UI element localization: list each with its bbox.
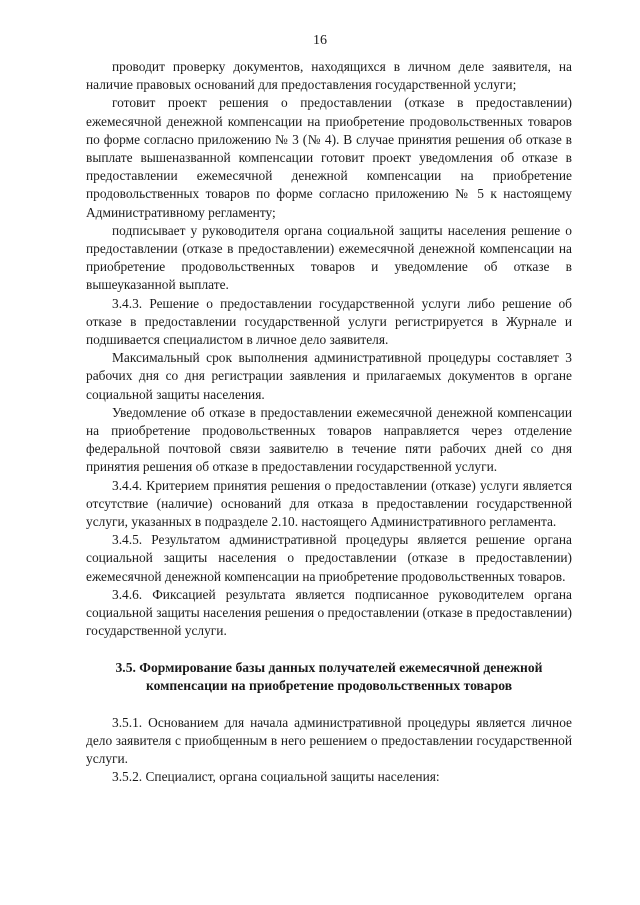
document-body [86,58,572,786]
paragraph-3-4-5: 3.4.5. Результатом административной процедуры является решение органа социальной защиты населения о предоставлении (отказе в предоставлении) ежемесячной денежной компенсации на приобретение продовольственных товаров. [86,532,572,584]
paragraph-max-term: Максимальный срок выполнения административной процедуры составляет 3 рабочих дня со дня регистрации заявления и прилагаемых документов в органе социальной защиты населения. [86,350,572,402]
paragraph-check-documents: проводит проверку документов, находящихся в личном деле заявителя, на наличие правовых оснований для предоставления государственной услуги; [86,59,572,93]
paragraph-3-4-6: 3.4.6. Фиксацией результата является подписанное руководителем органа социальной защиты населения решения о предоставлении (отказе в предоставлении) государственной услуги. [86,586,572,639]
paragraph-3-4-3: 3.4.3. Решение о предоставлении государственной услуги либо решение об отказе в предоставлении государственной услуги регистрируется в Журнале и подшивается специалистом в личное дело заявителя. [86,295,572,348]
paragraph-3-5-1: 3.5.1. Основанием для начала административной процедуры является личное дело заявителя с приобщенным в него решением о предоставлении государственной услуги. [86,714,572,766]
section-heading-3-5: 3.5. Формирование базы данных получателей ежемесячной денежной компенсации на приобретение продовольственных товаров [115,659,543,693]
paragraph-3-4-4: 3.4.4. Критерием принятия решения о предоставлении (отказе) услуги является отсутствие (наличие) оснований для отказа в предоставлении государственной услуги, указанных в подразделе 2.10. настоящего Административного регламента. [86,477,572,530]
paragraph-sign-decision: подписывает у руководителя органа социальной защиты населения решение о предоставлении (отказе в предоставлении) ежемесячной денежной компенсации на приобретение продовольственных товаров и уведомление об отказе в вышеуказанной выплате. [86,222,572,293]
paragraph-3-5-2: 3.5.2. Специалист, органа социальной защиты населения: [112,769,440,785]
paragraph-prepare-draft: готовит проект решения о предоставлении (отказе в предоставлении) ежемесячной денежной компенсации на приобретение продовольственных товаров по форме согласно приложению № 3 (№ 4). В случае принятия решения об отказе в выплате вышеназванной компенсации готовит проект уведомления об отказе в предоставлении ежемесячной денежной компенсации на приобретение продовольственных товаров по форме согласно приложению № 5 к настоящему Административному регламенту; [86,95,572,220]
page-number: 16 [313,33,327,48]
paragraph-refusal-notice: Уведомление об отказе в предоставлении ежемесячной денежной компенсации на приобретение продовольственных товаров направляется через отделение федеральной почтовой связи заявителю в течение пяти рабочих дней со дня принятия решения об отказе в предоставлении государственной услуги. [86,404,572,475]
